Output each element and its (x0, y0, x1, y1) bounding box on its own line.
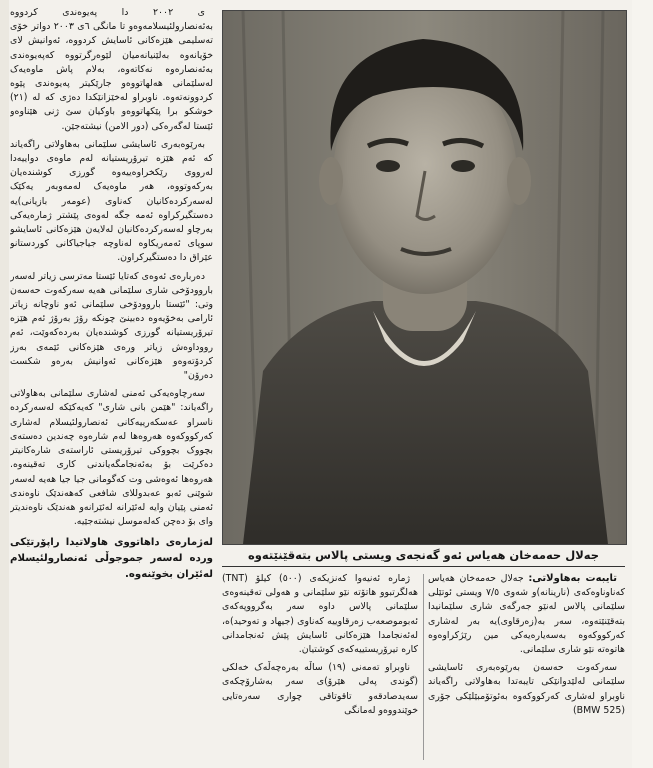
caption-divider (222, 566, 625, 567)
exclusive-subhead: تایبەت بەهاولاتی: (528, 573, 617, 584)
right-paragraph-2: سەرکەوت حەسەن بەرێوەبەری ئاسایشی سلێمانی لەلێدوانێکی تایبەتدا بەهاولاتی راگەیاند ناوبراو لەشاری کەرکووکەوە بەئوتۆمبێلێکی جۆری (BMW 525) (428, 662, 625, 716)
left-article-column (10, 6, 213, 761)
column-divider (423, 574, 424, 760)
middle-paragraph-1: ژمارە ئەنیەوا کەنزیکەی (٥٠٠) کیلۆ (TNT) هەلگرتبوو هاتۆتە نێو سلێمانی و هەولی تەقینەوەی سلێمانی پالاس داوە سەر بەگرووپەکەی ئەبوموصعەب زەرقاوییە کەناوی (جیهاد و تەوحید)ە، لەئەنجامدا هێزەکانی ئاسایش پێش ئەنجامدانی کارە تیرۆریستییەکەی کوشتیان. (222, 573, 418, 656)
left-paragraph-2: بەرێوەبەری ئاسایشی سلێمانی بەهاولاتی راگەیاند کە ئەم هێزە تیرۆریستیانە لەم ماوەی دواییەدا لەرووی رێکخراوەییەوە گورزی کوشندەیان بەرکەوتووە، هەر ماوەیەک لەمەوبەر یەکێک لەسەرکردەکانیان کەناوی (عومەر بازیانی)یە دەستگیرکراوە ئەمە جگە لەوەی پێشتر ژمارەیەکی بەرچاو لەسەرکردەکانیان لەلایەن هێزەکانی ئاسایشو سوپای ئەمەریکاوە لەناوچە جیاجیاکانی کوردستانو عێراق دا دەستگیرکراون. (10, 138, 213, 264)
middle-paragraph-2: ناوبراو تەمەنی (١٩) ساڵە بەرەچەڵەک خەلکی (گوندی پەلی هێرۆ)ی سەر بەشارۆچکەی سەیدصادقەو تاقوتاقی چواری سەرەتایی خوێندووەو لەمانگی (222, 662, 418, 716)
next-issue-note: لەژمارەی داهاتووی هاولاتیدا راپۆرتێکی وردە لەسەر جموجوڵی ئەنصارولئیسلام لەئێران بخوێنەوە. (10, 537, 213, 581)
left-paragraph-3: دەربارەی ئەوەی کەتایا ئێستا مەترسی زیاتر لەسەر باروودۆخی شاری سلێمانی هەیە سەرکەوت حەسەن وتی: "ئێستا باروودۆخی سلێمانی ئەو ناوچانە زیاتر ئارامی بەخۆیەوە دەبینێ چونکە رۆژ بەرۆژ ئەم هێزە تیرۆریستیانە گورزی کوشندەیان بەردەکەوێت، ئەم رووداوەش زیاتر ورەی هێزەکانی ئێمەی بەرز کردۆتەوەو هێزەکانی ئەوانیش بەرەو شکست دەرۆن" (10, 270, 213, 382)
portrait-photo (222, 10, 627, 545)
right-article-column (428, 572, 625, 762)
left-paragraph-4: سەرچاوەیەکی ئەمنی لەشاری سلێمانی بەهاولاتی راگەیاند: "هێمن بانی شاری" کەیەکێکە لەسەرکردە ناسراو عەسکەرییەکانی ئەنصارولئیسلام لەشاری کەرکووکەوە هەروەها لەم شارەوە چەندین دەستەی بچووک بچووکی تیرۆریستی ئاراستەی شارەکانیتر دەکرێت بۆ بەئەنجامگەیاندنی کاری تەقینەوە. هەروەها ئەوەشی وت کەگومانی جیا جیا هەیە لەسەر شوێنی ئەبو عەبدوللای شافعی کەهەندێک ناوەندی ئەمنی پێیان وایە لەئێرانە لەئێرانەو هەندێک ناوەندیتر وای بۆ دەچن کەلەموسل نیشتەجێیە. (10, 388, 213, 528)
photo-caption: جەلال حەمەخان هەیاس ئەو گەنجەی ویستی پالاس بتەقێنێتەوە (247, 548, 600, 562)
page-edge (0, 0, 9, 768)
middle-article-column (222, 572, 418, 762)
left-paragraph-1: ی ٢٠٠٢ دا پەیوەندی کردووە بەئەنصارولئیسلامەوەو تا مانگی ٦ی ٢٠٠٣ دواتر خۆی تەسلیمی هێزەکانی ئاسایش کردووە، ئەوانیش لای خۆیانەوە بەلێنیانەمیان لێوەرگرتووە کەپەیوەندی بەئەنصارەوە نەکاتەوە، بەلام پاش ماوەیەک لەسلێمانی هەلهاتووەو جارێکیتر پەیوەندی پێوە کردوونەتەوە. ناوبراو لەخێزانێکدا دەژی کە لە (٢١) خوشکو برا پێکهاتووەو باوکیان سێ ژنی هێناوەو ئێستا لەگەرەکی (دور الامن) نیشتەجێن. (10, 7, 213, 132)
portrait-illustration (223, 11, 626, 544)
page-margin (632, 0, 653, 768)
right-paragraph-1: جەلال حەمەخان هەیاس کەناوناوەکەی (نارینانە)و شەوی ٧/٥ ویستی ئوتێلی سلێمانی پالاس لەنێو جەرگەی شاری سلێمانیدا بتەقێنێتەوە، سەر بە(زەرقاوی)یە بەر لەشاری کەرکووکەوە بەسەیارەیەکی مین رێژکراوەوە هاتوەتە نێو شاری سلێمانی. (428, 573, 625, 656)
